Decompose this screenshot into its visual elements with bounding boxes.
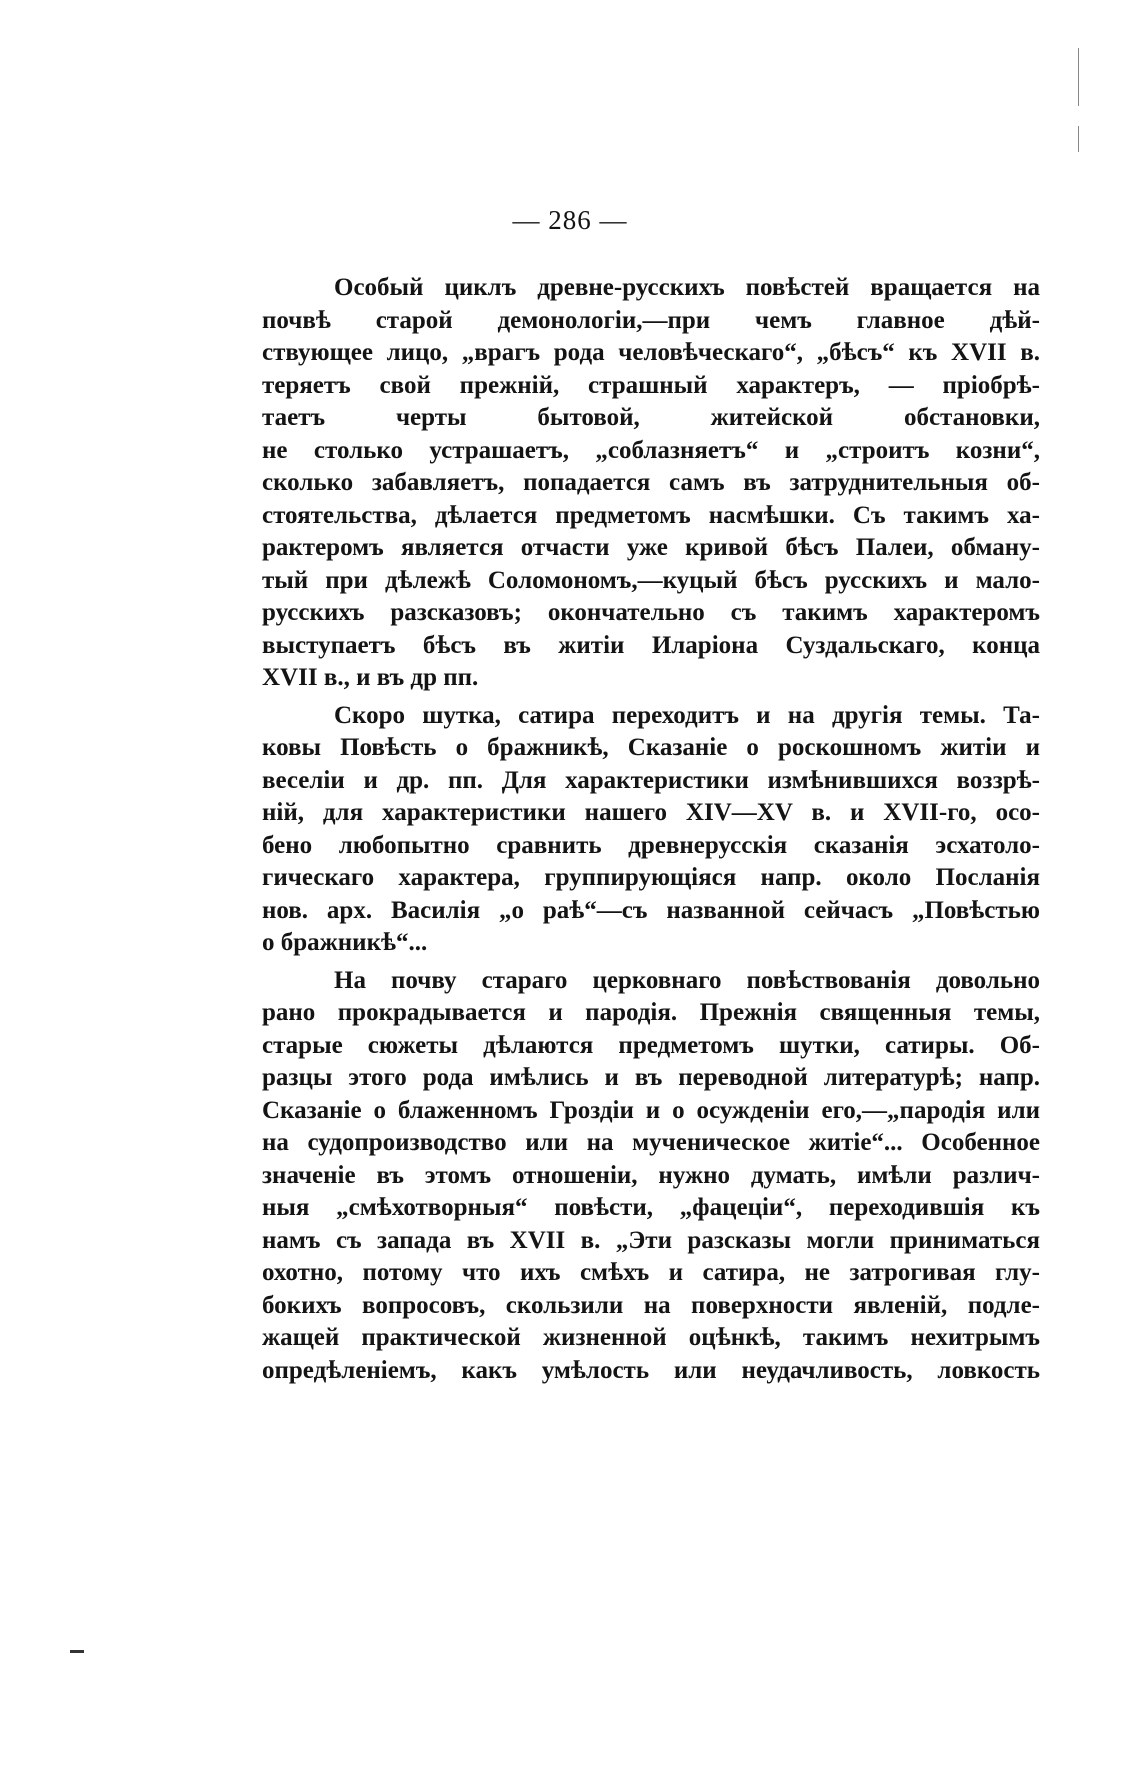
text-line: опредѣленіемъ, какъ умѣлость или неудачливость, ловкость xyxy=(262,1356,1040,1384)
text-line: о бражникѣ“... xyxy=(262,929,428,956)
text-line: таетъ черты бытовой, житейской обстановки, xyxy=(262,404,1040,431)
text-line: XVII в., и въ др пп. xyxy=(262,664,479,691)
text-line: теряетъ свой прежній, страшный характеръ, — пріобрѣ- xyxy=(262,371,1040,399)
text-line: рано прокрадывается и пародія. Прежнія священныя темы, xyxy=(262,999,1040,1026)
text-line: ковы Повѣсть о бражникѣ, Сказаніе о роскошномъ житіи и xyxy=(262,734,1040,761)
text-line: старые сюжеты дѣлаются предметомъ шутки, сатиры. Об- xyxy=(262,1031,1040,1059)
text-line: намъ съ запада въ XVII в. „Эти разсказы могли приниматься xyxy=(262,1226,1040,1254)
text-line: жащей практической жизненной оцѣнкѣ, такимъ нехитрымъ xyxy=(262,1324,1040,1351)
body-text xyxy=(262,272,1040,1387)
text-line: выступаетъ бѣсъ въ житіи Иларіона Суздальскаго, конца xyxy=(262,631,1040,659)
text-line: стоятельства, дѣлается предметомъ насмѣшки. Съ такимъ ха- xyxy=(262,501,1040,529)
text-line: На почву стараго церковнаго повѣствованія довольно xyxy=(334,966,1040,994)
text-line: веселіи и др. пп. Для характеристики измѣнившихся воззрѣ- xyxy=(262,766,1040,794)
text-line: Сказаніе о блаженномъ Гроздіи и о осужденіи его,—„пародія или xyxy=(262,1096,1040,1124)
text-line: бено любопытно сравнить древнерусскія сказанія эсхатоло- xyxy=(262,831,1040,859)
text-line: разцы этого рода имѣлись и въ переводной литературѣ; напр. xyxy=(262,1064,1040,1091)
margin-dash xyxy=(70,1650,84,1653)
text-line: ныя „смѣхотворныя“ повѣсти, „фацеціи“, переходившія къ xyxy=(262,1194,1040,1221)
text-line: русскихъ разсказовъ; окончательно съ такимъ характеромъ xyxy=(262,599,1040,626)
text-line: Особый циклъ древне-русскихъ повѣстей вращается на xyxy=(334,274,1040,301)
text-line: ствующее лицо, „врагъ рода человѣческаго“, „бѣсъ“ къ XVII в. xyxy=(262,339,1040,366)
text-line: на судопроизводство или на мученическое житіе“... Особенное xyxy=(262,1129,1040,1156)
margin-mark xyxy=(1078,48,1079,106)
text-line: нов. арх. Василія „о раѣ“—съ названной сейчасъ „Повѣстью xyxy=(262,896,1040,924)
text-line: ній, для характеристики нашего XIV—XV в. и XVII-го, осо- xyxy=(262,799,1040,826)
text-line: охотно, потому что ихъ смѣхъ и сатира, не затрогивая глу- xyxy=(262,1259,1040,1286)
text-line: бокихъ вопросовъ, скользили на поверхности явленій, подле- xyxy=(262,1291,1040,1319)
text-line: почвѣ старой демонологіи,—при чемъ главное дѣй- xyxy=(262,306,1040,334)
text-line: значеніе въ этомъ отношеніи, нужно думать, имѣли различ- xyxy=(262,1161,1040,1189)
margin-mark xyxy=(1078,126,1079,152)
text-line: не столько устрашаетъ, „соблазняетъ“ и „строитъ козни“, xyxy=(262,436,1040,464)
text-line: сколько забавляетъ, попадается самъ въ затруднительныя об- xyxy=(262,469,1040,496)
text-line: гическаго характера, группирующіяся напр. около Посланія xyxy=(262,864,1040,891)
text-line: тый при дѣлежѣ Соломономъ,—куцый бѣсъ русскихъ и мало- xyxy=(262,566,1040,594)
text-line: рактеромъ является отчасти уже кривой бѣсъ Палеи, обману- xyxy=(262,534,1040,561)
page-number: — 286 — xyxy=(512,205,628,235)
text-line: Скоро шутка, сатира переходитъ и на другія темы. Та- xyxy=(334,701,1040,729)
